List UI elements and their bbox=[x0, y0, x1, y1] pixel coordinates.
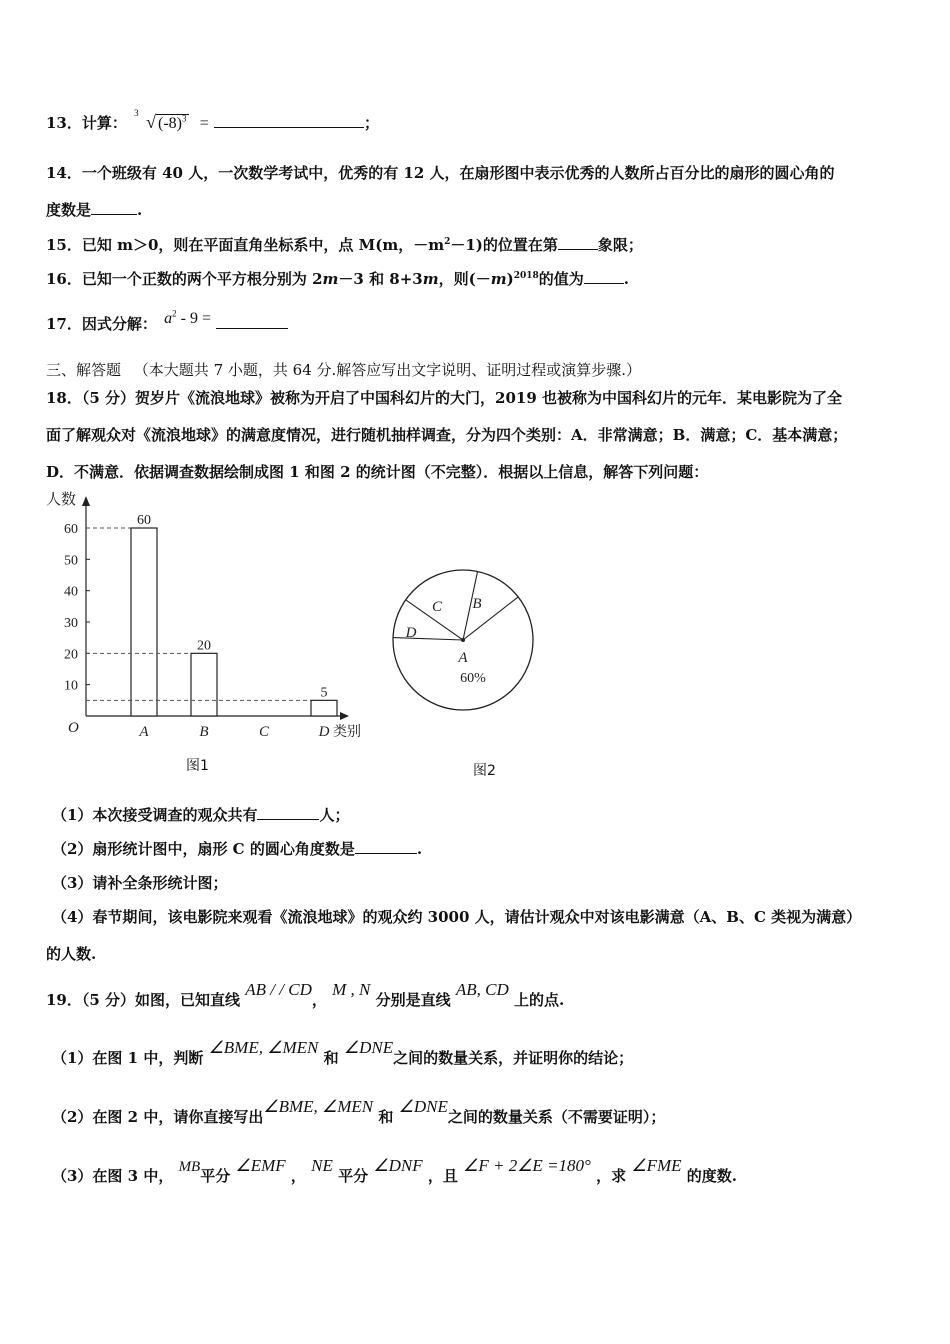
q13-radicand: (-8) bbox=[158, 115, 182, 132]
question-17 bbox=[46, 308, 288, 334]
question-14-line1: 14．一个班级有 40 人，一次数学考试中，优秀的有 12 人，在扇形图中表示优秀的人数所占百分比的扇形的圆心角的 bbox=[46, 164, 835, 182]
y-tick-label: 30 bbox=[64, 616, 78, 631]
q14-answer-blank[interactable] bbox=[91, 200, 137, 215]
section-3-heading bbox=[46, 359, 641, 380]
q18-sub-4-line2: 的人数. bbox=[46, 945, 97, 963]
q17-var: a bbox=[164, 310, 173, 327]
y-tick-label: 10 bbox=[64, 678, 78, 694]
origin-label: O bbox=[68, 720, 79, 736]
question-18-line2: 面了解观众对《流浪地球》的满意度情况，进行随机抽样调查，分为四个类别：A．非常满意；B．满意；C．基本满意； bbox=[46, 426, 848, 444]
q17-exponent: 2 bbox=[172, 308, 177, 319]
pie-label-A: A bbox=[458, 650, 468, 666]
question-18-line1: 18．（5 分）贺岁片《流浪地球》被称为开启了中国科幻片的大门，2019 也被称为中国科幻片的元年．某电影院为了全 bbox=[46, 389, 843, 407]
q19-sub3-and: ，且 bbox=[427, 1167, 458, 1185]
question-15 bbox=[46, 234, 643, 255]
question-19 bbox=[46, 980, 565, 1010]
q19-sub3-find: ，求 bbox=[596, 1167, 627, 1185]
q19-sub1-and: 和 bbox=[323, 1049, 339, 1067]
q19-sub3-angle-fme: ∠FME bbox=[631, 1156, 682, 1175]
q18-sub-2 bbox=[52, 838, 422, 859]
q16-mid-3: ) bbox=[506, 270, 514, 288]
bar-value-label: 5 bbox=[320, 685, 328, 701]
q19-sub3-angle-dnf: ∠DNF bbox=[373, 1156, 423, 1175]
q16-end: . bbox=[623, 270, 630, 288]
q19-sub2-suffix: 之间的数量关系（不需要证明）； bbox=[447, 1108, 666, 1126]
pie-chart-figure-2 bbox=[385, 560, 545, 720]
q18-sub1-suffix: 人； bbox=[319, 806, 350, 824]
q19-sub1-prefix: （1）在图 1 中，判断 bbox=[52, 1049, 204, 1067]
q19-sub3-ne: NE bbox=[311, 1156, 333, 1175]
x-tick-label: B bbox=[199, 724, 209, 740]
q19-sub1-suffix: 之间的数量关系，并证明你的结论； bbox=[393, 1049, 634, 1067]
q19-sub2-prefix: （2）在图 2 中，请你直接写出 bbox=[52, 1108, 264, 1126]
q13-root-index: 3 bbox=[134, 108, 139, 118]
q19-math-parallel: AB / / CD bbox=[245, 980, 312, 999]
question-16 bbox=[46, 268, 629, 289]
q19-math-lines: AB, CD bbox=[455, 980, 509, 999]
question-13 bbox=[46, 108, 380, 133]
q13-cube-root bbox=[132, 108, 188, 133]
q19-sub3-bisects-1: 平分 bbox=[200, 1167, 231, 1185]
q18-sub-4-line1: （4）春节期间，该电影院来观看《流浪地球》的观众约 3000 人，请估计观众中对该电影满意（A、B、C 类视为满意） bbox=[52, 908, 862, 926]
y-tick-label: 20 bbox=[64, 647, 78, 663]
q13-answer-blank[interactable] bbox=[214, 113, 364, 128]
bar-value-label: 60 bbox=[137, 513, 151, 528]
y-tick-label: 60 bbox=[64, 522, 78, 537]
q19-sub2-angles: ∠BME, ∠MEN bbox=[263, 1097, 374, 1116]
q17-expression bbox=[164, 310, 211, 327]
bar-A bbox=[131, 528, 157, 716]
q16-mid-2: ，则(－ bbox=[438, 270, 491, 288]
q19-sub-3 bbox=[52, 1156, 737, 1186]
question-18-line3: D．不满意．依据调查数据绘制成图 1 和图 2 的统计图（不完整）．根据以上信息，解答下列问题： bbox=[46, 463, 709, 481]
q19-comma: ， bbox=[311, 991, 327, 1009]
y-tick-label: 40 bbox=[64, 584, 78, 600]
y-tick-label: 50 bbox=[64, 553, 78, 569]
q18-sub1-blank[interactable] bbox=[257, 805, 319, 820]
q16-suffix: 的值为 bbox=[538, 270, 584, 288]
figure-1-caption: 图1 bbox=[186, 758, 209, 774]
q13-end: ； bbox=[364, 114, 380, 132]
q19-sub3-comma: ， bbox=[290, 1167, 306, 1185]
q13-label: 计算： bbox=[81, 114, 127, 132]
bar-B bbox=[191, 653, 217, 716]
q13-equals: = bbox=[199, 115, 209, 132]
q18-sub2-prefix: （2）扇形统计图中，扇形 C 的圆心角度数是 bbox=[52, 840, 355, 858]
q18-sub-1 bbox=[52, 804, 349, 825]
q16-answer-blank[interactable] bbox=[584, 269, 624, 284]
pie-annotation-a-percent: 60% bbox=[460, 671, 486, 686]
q19-sub2-and: 和 bbox=[378, 1108, 394, 1126]
q15-prefix: 15．已知 m＞0，则在平面直角坐标系中，点 M(m，－m bbox=[46, 236, 445, 254]
q19-sub3-mb: MB bbox=[178, 1159, 201, 1175]
q19-sub3-equation: ∠F + 2∠E =180° bbox=[463, 1156, 591, 1175]
q19-middle: 分别是直线 bbox=[375, 991, 451, 1009]
pie-label-D: D bbox=[405, 625, 417, 641]
y-axis-arrow bbox=[82, 496, 90, 506]
bar-D bbox=[311, 700, 337, 716]
q19-sub-2 bbox=[52, 1097, 666, 1127]
y-axis-label: 人数 bbox=[46, 492, 77, 508]
x-axis-label: 类别 bbox=[333, 725, 361, 740]
x-tick-label: C bbox=[258, 724, 270, 740]
q19-sub2-angle-dne: ∠DNE bbox=[398, 1097, 448, 1116]
pie-center-dot bbox=[461, 638, 465, 642]
q16-var-1: m bbox=[322, 270, 339, 288]
q19-sub1-angle-dne: ∠DNE bbox=[343, 1038, 394, 1057]
q17-answer-blank[interactable] bbox=[216, 314, 288, 329]
x-tick-label: A bbox=[139, 724, 149, 740]
section-3-note: （本大题共 7 小题，共 64 分.解答应写出文字说明、证明过程或演算步骤.） bbox=[133, 361, 642, 379]
pie-label-C: C bbox=[431, 599, 443, 615]
bar-value-label: 20 bbox=[197, 638, 211, 654]
q14-prefix: 度数是 bbox=[46, 201, 92, 219]
q18-sub2-blank[interactable] bbox=[355, 839, 417, 854]
q15-answer-blank[interactable] bbox=[558, 235, 598, 250]
q16-prefix: 16．已知一个正数的两个平方根分别为 2 bbox=[46, 270, 323, 288]
q19-math-points: M , N bbox=[332, 980, 371, 999]
q13-number: 13． bbox=[46, 114, 82, 132]
q16-var-3: m bbox=[490, 270, 507, 288]
q17-rest: - 9 = bbox=[180, 310, 211, 327]
q15-suffix: 象限； bbox=[597, 236, 643, 254]
question-14-line2 bbox=[46, 199, 142, 220]
x-tick-label: D bbox=[318, 724, 330, 740]
q14-suffix: . bbox=[137, 201, 143, 219]
q16-mid-1: －3 和 8+3 bbox=[338, 270, 423, 288]
figure-2-caption: 图2 bbox=[473, 763, 496, 779]
bar-chart-figure-1 bbox=[40, 488, 380, 753]
q18-sub-3: （3）请补全条形统计图； bbox=[52, 874, 228, 892]
q19-sub3-prefix: （3）在图 3 中， bbox=[52, 1167, 174, 1185]
q13-exponent: 3 bbox=[182, 113, 187, 124]
q18-sub2-suffix: . bbox=[416, 840, 423, 858]
q19-sub3-bisects-2: 平分 bbox=[338, 1167, 369, 1185]
q19-suffix: 上的点. bbox=[513, 991, 565, 1009]
q15-middle: －1)的位置在第 bbox=[450, 236, 558, 254]
q15-superscript: 2 bbox=[444, 237, 451, 247]
q16-var-2: m bbox=[422, 270, 439, 288]
q18-sub1-prefix: （1）本次接受调查的观众共有 bbox=[52, 806, 258, 824]
section-3-title: 三、解答题 bbox=[46, 361, 122, 379]
q19-sub1-angles: ∠BME, ∠MEN bbox=[208, 1038, 319, 1057]
q13-radical-sign: √ bbox=[146, 112, 157, 132]
x-axis-arrow bbox=[340, 712, 349, 720]
q19-sub-1 bbox=[52, 1038, 634, 1068]
pie-label-B: B bbox=[472, 596, 482, 612]
q19-sub3-angle-emf: ∠EMF bbox=[235, 1156, 286, 1175]
q19-prefix: 19．（5 分）如图，已知直线 bbox=[46, 991, 241, 1009]
q17-label: 17．因式分解： bbox=[46, 315, 157, 333]
q16-exponent: 2018 bbox=[513, 271, 539, 281]
q19-sub3-suffix: 的度数. bbox=[686, 1167, 737, 1185]
